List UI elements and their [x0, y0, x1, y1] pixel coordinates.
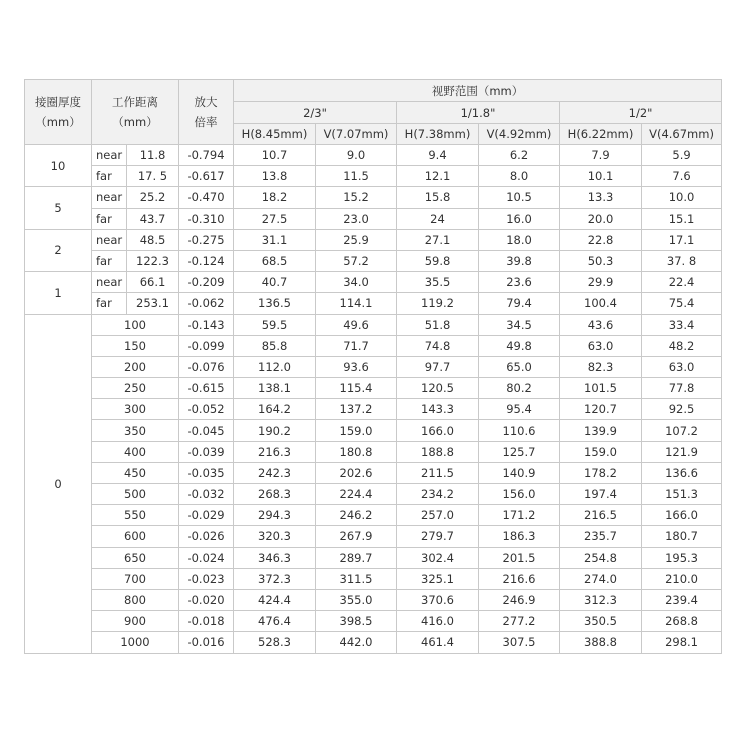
fov-value-cell: 224.4 [316, 484, 397, 505]
distance-label-cell: near [92, 272, 127, 293]
fov-value-cell: 34.0 [316, 272, 397, 293]
working-distance-cell: 550 [92, 505, 179, 526]
magnification-cell: -0.470 [179, 187, 234, 208]
magnification-cell: -0.029 [179, 505, 234, 526]
fov-value-cell: 7.9 [560, 145, 642, 166]
fov-value-cell: 85.8 [234, 335, 316, 356]
fov-value-cell: 188.8 [397, 441, 479, 462]
fov-value-cell: 312.3 [560, 589, 642, 610]
fov-value-cell: 180.7 [642, 526, 722, 547]
fov-value-cell: 416.0 [397, 611, 479, 632]
ring-thickness-cell: 2 [25, 229, 92, 271]
fov-value-cell: 50.3 [560, 250, 642, 271]
fov-value-cell: 136.6 [642, 462, 722, 483]
fov-value-cell: 18.0 [479, 229, 560, 250]
fov-value-cell: 125.7 [479, 441, 560, 462]
table-row [25, 356, 722, 377]
fov-value-cell: 166.0 [642, 505, 722, 526]
fov-value-cell: 10.5 [479, 187, 560, 208]
magnification-cell: -0.026 [179, 526, 234, 547]
fov-value-cell: 49.6 [316, 314, 397, 335]
header-v: V(4.67mm) [642, 124, 722, 145]
distance-label-cell: near [92, 187, 127, 208]
table-row [25, 441, 722, 462]
working-distance-cell: 122.3 [127, 250, 179, 271]
fov-value-cell: 39.8 [479, 250, 560, 271]
fov-value-cell: 10.1 [560, 166, 642, 187]
fov-value-cell: 398.5 [316, 611, 397, 632]
fov-value-cell: 22.4 [642, 272, 722, 293]
working-distance-cell: 48.5 [127, 229, 179, 250]
fov-value-cell: 197.4 [560, 484, 642, 505]
fov-value-cell: 302.4 [397, 547, 479, 568]
header-h: H(6.22mm) [560, 124, 642, 145]
fov-value-cell: 268.3 [234, 484, 316, 505]
fov-value-cell: 178.2 [560, 462, 642, 483]
table-row [25, 462, 722, 483]
table-row [25, 166, 722, 187]
working-distance-cell: 1000 [92, 632, 179, 653]
fov-value-cell: 48.2 [642, 335, 722, 356]
fov-value-cell: 120.7 [560, 399, 642, 420]
working-distance-cell: 100 [92, 314, 179, 335]
table-row [25, 335, 722, 356]
header-ring-thickness: 接圈厚度 （mm） [25, 80, 92, 145]
fov-value-cell: 15.1 [642, 208, 722, 229]
fov-value-cell: 372.3 [234, 568, 316, 589]
table-row [25, 208, 722, 229]
magnification-cell: -0.794 [179, 145, 234, 166]
table-row [25, 229, 722, 250]
magnification-cell: -0.076 [179, 356, 234, 377]
table-row [25, 145, 722, 166]
fov-value-cell: 257.0 [397, 505, 479, 526]
fov-value-cell: 346.3 [234, 547, 316, 568]
fov-value-cell: 274.0 [560, 568, 642, 589]
fov-value-cell: 12.1 [397, 166, 479, 187]
fov-value-cell: 112.0 [234, 356, 316, 377]
ring-thickness-cell: 5 [25, 187, 92, 229]
table-body [25, 145, 722, 654]
header-sensor-1-1-8: 1/1.8" [397, 102, 560, 124]
magnification-cell: -0.035 [179, 462, 234, 483]
fov-value-cell: 325.1 [397, 568, 479, 589]
fov-value-cell: 63.0 [560, 335, 642, 356]
fov-value-cell: 254.8 [560, 547, 642, 568]
fov-value-cell: 119.2 [397, 293, 479, 314]
distance-label-cell: far [92, 250, 127, 271]
fov-value-cell: 15.2 [316, 187, 397, 208]
fov-value-cell: 320.3 [234, 526, 316, 547]
fov-value-cell: 298.1 [642, 632, 722, 653]
magnification-cell: -0.024 [179, 547, 234, 568]
fov-value-cell: 93.6 [316, 356, 397, 377]
magnification-cell: -0.615 [179, 378, 234, 399]
fov-value-cell: 65.0 [479, 356, 560, 377]
magnification-cell: -0.099 [179, 335, 234, 356]
table-row [25, 568, 722, 589]
fov-value-cell: 180.8 [316, 441, 397, 462]
fov-value-cell: 97.7 [397, 356, 479, 377]
fov-value-cell: 68.5 [234, 250, 316, 271]
table-row [25, 187, 722, 208]
fov-value-cell: 246.9 [479, 589, 560, 610]
fov-value-cell: 216.5 [560, 505, 642, 526]
fov-value-cell: 33.4 [642, 314, 722, 335]
table-row [25, 505, 722, 526]
fov-value-cell: 461.4 [397, 632, 479, 653]
header-h: H(8.45mm) [234, 124, 316, 145]
magnification-cell: -0.045 [179, 420, 234, 441]
fov-value-cell: 8.0 [479, 166, 560, 187]
fov-value-cell: 121.9 [642, 441, 722, 462]
fov-value-cell: 75.4 [642, 293, 722, 314]
fov-value-cell: 92.5 [642, 399, 722, 420]
working-distance-cell: 800 [92, 589, 179, 610]
fov-value-cell: 528.3 [234, 632, 316, 653]
fov-value-cell: 9.4 [397, 145, 479, 166]
ring-thickness-cell: 0 [25, 314, 92, 653]
ring-thickness-cell: 1 [25, 272, 92, 314]
working-distance-cell: 350 [92, 420, 179, 441]
fov-value-cell: 27.1 [397, 229, 479, 250]
fov-value-cell: 59.5 [234, 314, 316, 335]
fov-value-cell: 107.2 [642, 420, 722, 441]
fov-value-cell: 10.7 [234, 145, 316, 166]
fov-value-cell: 24 [397, 208, 479, 229]
fov-value-cell: 57.2 [316, 250, 397, 271]
header-working-distance: 工作距离 （mm） [92, 80, 179, 145]
distance-label-cell: far [92, 208, 127, 229]
fov-value-cell: 355.0 [316, 589, 397, 610]
fov-value-cell: 40.7 [234, 272, 316, 293]
fov-value-cell: 74.8 [397, 335, 479, 356]
fov-value-cell: 120.5 [397, 378, 479, 399]
fov-value-cell: 10.0 [642, 187, 722, 208]
fov-value-cell: 166.0 [397, 420, 479, 441]
table-row [25, 589, 722, 610]
table-row [25, 314, 722, 335]
fov-value-cell: 235.7 [560, 526, 642, 547]
magnification-cell: -0.143 [179, 314, 234, 335]
fov-value-cell: 277.2 [479, 611, 560, 632]
header-v: V(7.07mm) [316, 124, 397, 145]
fov-value-cell: 31.1 [234, 229, 316, 250]
distance-label-cell: far [92, 293, 127, 314]
fov-value-cell: 201.5 [479, 547, 560, 568]
distance-label-cell: near [92, 229, 127, 250]
fov-value-cell: 202.6 [316, 462, 397, 483]
fov-value-cell: 5.9 [642, 145, 722, 166]
fov-value-cell: 151.3 [642, 484, 722, 505]
fov-value-cell: 137.2 [316, 399, 397, 420]
header-v: V(4.92mm) [479, 124, 560, 145]
working-distance-cell: 500 [92, 484, 179, 505]
fov-value-cell: 370.6 [397, 589, 479, 610]
working-distance-cell: 650 [92, 547, 179, 568]
table-row [25, 526, 722, 547]
fov-value-cell: 195.3 [642, 547, 722, 568]
magnification-cell: -0.062 [179, 293, 234, 314]
fov-value-cell: 239.4 [642, 589, 722, 610]
fov-value-cell: 49.8 [479, 335, 560, 356]
magnification-cell: -0.052 [179, 399, 234, 420]
header-h: H(7.38mm) [397, 124, 479, 145]
magnification-cell: -0.617 [179, 166, 234, 187]
working-distance-cell: 600 [92, 526, 179, 547]
working-distance-cell: 66.1 [127, 272, 179, 293]
magnification-cell: -0.018 [179, 611, 234, 632]
fov-value-cell: 216.3 [234, 441, 316, 462]
fov-value-cell: 210.0 [642, 568, 722, 589]
fov-value-cell: 311.5 [316, 568, 397, 589]
table-row [25, 399, 722, 420]
working-distance-cell: 43.7 [127, 208, 179, 229]
fov-value-cell: 17.1 [642, 229, 722, 250]
working-distance-cell: 300 [92, 399, 179, 420]
table-row [25, 293, 722, 314]
working-distance-cell: 200 [92, 356, 179, 377]
fov-value-cell: 171.2 [479, 505, 560, 526]
fov-value-cell: 23.6 [479, 272, 560, 293]
fov-value-cell: 307.5 [479, 632, 560, 653]
fov-value-cell: 136.5 [234, 293, 316, 314]
magnification-cell: -0.016 [179, 632, 234, 653]
table-row [25, 272, 722, 293]
working-distance-cell: 700 [92, 568, 179, 589]
fov-value-cell: 234.2 [397, 484, 479, 505]
fov-value-cell: 27.5 [234, 208, 316, 229]
fov-value-cell: 242.3 [234, 462, 316, 483]
header-sensor-2-3: 2/3" [234, 102, 397, 124]
fov-value-cell: 143.3 [397, 399, 479, 420]
field-of-view-spec-table [24, 79, 722, 654]
fov-value-cell: 16.0 [479, 208, 560, 229]
working-distance-cell: 250 [92, 378, 179, 399]
fov-value-cell: 95.4 [479, 399, 560, 420]
fov-value-cell: 25.9 [316, 229, 397, 250]
fov-value-cell: 63.0 [642, 356, 722, 377]
fov-value-cell: 100.4 [560, 293, 642, 314]
fov-value-cell: 268.8 [642, 611, 722, 632]
fov-value-cell: 140.9 [479, 462, 560, 483]
fov-value-cell: 79.4 [479, 293, 560, 314]
fov-value-cell: 190.2 [234, 420, 316, 441]
fov-value-cell: 164.2 [234, 399, 316, 420]
header-field-of-view: 视野范围（mm） [234, 80, 722, 102]
distance-label-cell: near [92, 145, 127, 166]
working-distance-cell: 25.2 [127, 187, 179, 208]
working-distance-cell: 900 [92, 611, 179, 632]
fov-value-cell: 15.8 [397, 187, 479, 208]
header-magnification: 放大 倍率 [179, 80, 234, 145]
magnification-cell: -0.023 [179, 568, 234, 589]
fov-value-cell: 80.2 [479, 378, 560, 399]
fov-value-cell: 139.9 [560, 420, 642, 441]
fov-value-cell: 159.0 [316, 420, 397, 441]
fov-value-cell: 110.6 [479, 420, 560, 441]
table-row [25, 484, 722, 505]
fov-value-cell: 18.2 [234, 187, 316, 208]
magnification-cell: -0.032 [179, 484, 234, 505]
distance-label-cell: far [92, 166, 127, 187]
ring-thickness-cell: 10 [25, 145, 92, 187]
table-row [25, 420, 722, 441]
fov-value-cell: 37. 8 [642, 250, 722, 271]
fov-value-cell: 13.3 [560, 187, 642, 208]
working-distance-cell: 450 [92, 462, 179, 483]
fov-value-cell: 59.8 [397, 250, 479, 271]
fov-value-cell: 159.0 [560, 441, 642, 462]
fov-value-cell: 71.7 [316, 335, 397, 356]
fov-value-cell: 9.0 [316, 145, 397, 166]
fov-value-cell: 34.5 [479, 314, 560, 335]
table-row [25, 632, 722, 653]
fov-value-cell: 23.0 [316, 208, 397, 229]
magnification-cell: -0.039 [179, 441, 234, 462]
table-row [25, 611, 722, 632]
fov-value-cell: 156.0 [479, 484, 560, 505]
fov-value-cell: 29.9 [560, 272, 642, 293]
table-row [25, 378, 722, 399]
fov-value-cell: 11.5 [316, 166, 397, 187]
fov-value-cell: 51.8 [397, 314, 479, 335]
fov-value-cell: 114.1 [316, 293, 397, 314]
fov-value-cell: 43.6 [560, 314, 642, 335]
table-row [25, 547, 722, 568]
working-distance-cell: 253.1 [127, 293, 179, 314]
fov-value-cell: 216.6 [479, 568, 560, 589]
fov-value-cell: 22.8 [560, 229, 642, 250]
fov-value-cell: 186.3 [479, 526, 560, 547]
working-distance-cell: 150 [92, 335, 179, 356]
fov-value-cell: 6.2 [479, 145, 560, 166]
fov-value-cell: 77.8 [642, 378, 722, 399]
fov-value-cell: 211.5 [397, 462, 479, 483]
fov-value-cell: 7.6 [642, 166, 722, 187]
fov-value-cell: 13.8 [234, 166, 316, 187]
fov-value-cell: 82.3 [560, 356, 642, 377]
fov-value-cell: 20.0 [560, 208, 642, 229]
fov-value-cell: 279.7 [397, 526, 479, 547]
fov-value-cell: 289.7 [316, 547, 397, 568]
fov-value-cell: 138.1 [234, 378, 316, 399]
magnification-cell: -0.310 [179, 208, 234, 229]
magnification-cell: -0.020 [179, 589, 234, 610]
fov-value-cell: 388.8 [560, 632, 642, 653]
working-distance-cell: 11.8 [127, 145, 179, 166]
magnification-cell: -0.124 [179, 250, 234, 271]
magnification-cell: -0.275 [179, 229, 234, 250]
fov-value-cell: 35.5 [397, 272, 479, 293]
fov-value-cell: 442.0 [316, 632, 397, 653]
magnification-cell: -0.209 [179, 272, 234, 293]
working-distance-cell: 17. 5 [127, 166, 179, 187]
table-row [25, 250, 722, 271]
header-sensor-1-2: 1/2" [560, 102, 722, 124]
fov-value-cell: 267.9 [316, 526, 397, 547]
fov-value-cell: 115.4 [316, 378, 397, 399]
fov-value-cell: 476.4 [234, 611, 316, 632]
fov-value-cell: 424.4 [234, 589, 316, 610]
fov-value-cell: 350.5 [560, 611, 642, 632]
fov-value-cell: 246.2 [316, 505, 397, 526]
fov-value-cell: 101.5 [560, 378, 642, 399]
fov-value-cell: 294.3 [234, 505, 316, 526]
working-distance-cell: 400 [92, 441, 179, 462]
